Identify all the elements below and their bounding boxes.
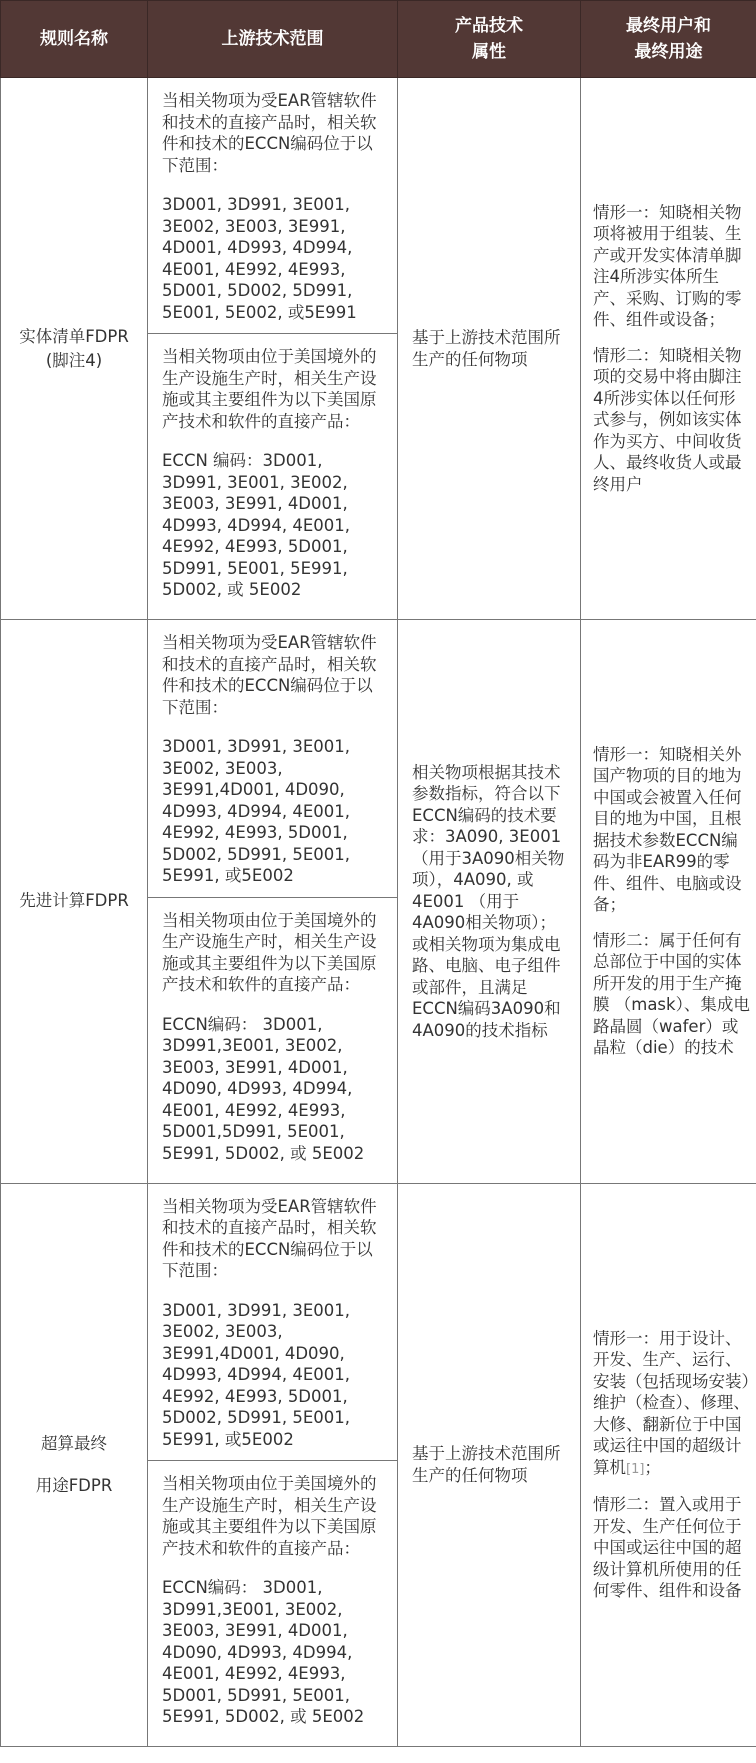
end-use-scenario: 情形一：知晓相关物项将被用于组装、生产或开发实体清单脚注4所涉实体所生产、采购、订购的零件、组件或设备； bbox=[593, 202, 742, 330]
upstream-intro: 当相关物项由位于美国境外的生产设施生产时，相关生产设施或其主要组件为以下美国原产技术和软件的直接产品： bbox=[162, 1474, 377, 1558]
header-text: 规则名称 bbox=[40, 29, 108, 49]
upstream-scope-cell bbox=[148, 334, 398, 620]
header-text: 最终用户和 bbox=[626, 16, 711, 36]
end-use-cell bbox=[581, 78, 756, 620]
upstream-intro: 当相关物项为受EAR管辖软件和技术的直接产品时，相关软件和技术的ECCN编码位于以下范围： bbox=[162, 91, 377, 175]
rule-name: 实体清单FDPR bbox=[19, 326, 129, 346]
product-attribute: 相关物项根据其技术参数指标，符合以下ECCN编码的技术要求：3A090, 3E001 （用于3A090相关物项），4A090, 或4E001 （用于 4A090相关物项）； 或相关物项为集成电路、电脑、电子组件或部件，且满足ECCN编码3A090和4A090的技术指标 bbox=[412, 762, 565, 1040]
eccn-code-list: ECCN编码： 3D001, 3D991,3E001, 3E002, 3E003, 3E991, 4D001, 4D090, 4D993, 4D994, 4E001, 4E992, 4E993, 5D001,5D991, 5E001, 5E991, 5D002, 或 5E002 bbox=[162, 1014, 365, 1163]
end-use-scenario: 情形二：属于任何有总部位于中国的实体所开发的用于生产掩膜 （mask）、集成电路晶圆（wafer）或晶粒（die）的技术 bbox=[593, 930, 750, 1058]
rule-name: 用途FDPR bbox=[35, 1475, 113, 1495]
header-product-attribute bbox=[398, 1, 581, 78]
eccn-code-list: 3D001, 3D991, 3E001, 3E002, 3E003, 3E991,4D001, 4D090, 4D993, 4D994, 4E001, 4E992, 4E993, 5D001, 5D002, 5D991, 5E001, 5E991, 或5E002 bbox=[162, 737, 351, 885]
punctuation: ； bbox=[644, 1457, 661, 1477]
end-use-scenario: 情形二：知晓相关物项的交易中将由脚注4所涉实体以任何形式参与，例如该实体作为买方、中间收货人、最终收货人或最终用户 bbox=[593, 345, 742, 494]
end-use-cell bbox=[581, 1183, 756, 1747]
product-attribute-cell bbox=[398, 620, 581, 1184]
table-row bbox=[1, 620, 756, 898]
product-attribute-cell bbox=[398, 1183, 581, 1747]
end-use-text: 情形一：用于设计、开发、生产、运行、安装（包括现场安装）维护（检查）、修理、大修、翻新位于中国或运往中国的超级计算机 bbox=[593, 1328, 750, 1477]
rule-name-note: (脚注4) bbox=[45, 350, 103, 370]
rule-name: 超算最终 bbox=[41, 1433, 107, 1453]
product-attribute: 基于上游技术范围所生产的任何物项 bbox=[412, 328, 561, 369]
header-rule-name bbox=[1, 1, 148, 78]
eccn-code-list: 3D001, 3D991, 3E001, 3E002, 3E003, 3E991,4D001, 4D090, 4D993, 4D994, 4E001, 4E992, 4E993, 5D001, 5D002, 5D991, 5E001, 5E991, 或5E002 bbox=[162, 1300, 351, 1449]
table-row bbox=[1, 1183, 756, 1461]
eccn-code-list: ECCN 编码：3D001, 3D991, 3E001, 3E002, 3E003, 3E991, 4D001, 4D993, 4D994, 4E001, 4E992, 4E993, 5D001, 5D991, 5E001, 5E991, 5D002, 或 5E002 bbox=[162, 451, 351, 599]
upstream-intro: 当相关物项为受EAR管辖软件和技术的直接产品时，相关软件和技术的ECCN编码位于以下范围： bbox=[162, 633, 377, 717]
upstream-scope-cell bbox=[148, 1183, 398, 1461]
upstream-intro: 当相关物项为受EAR管辖软件和技术的直接产品时，相关软件和技术的ECCN编码位于以下范围： bbox=[162, 1196, 377, 1280]
eccn-code-list: 3D001, 3D991, 3E001, 3E002, 3E003, 3E991, 4D001, 4D993, 4D994, 4E001, 4E992, 4E993, 5D001, 5D002, 5D991, 5E001, 5E002, 或5E991 bbox=[162, 195, 357, 322]
rule-name-cell bbox=[1, 620, 148, 1184]
rule-name-cell bbox=[1, 78, 148, 620]
upstream-scope-cell bbox=[148, 620, 398, 898]
header-text: 产品技术 bbox=[455, 16, 523, 36]
product-attribute-cell bbox=[398, 78, 581, 620]
rule-name-cell bbox=[1, 1183, 148, 1747]
end-use-cell bbox=[581, 620, 756, 1184]
upstream-scope-cell bbox=[148, 78, 398, 334]
upstream-intro: 当相关物项由位于美国境外的生产设施生产时，相关生产设施或其主要组件为以下美国原产技术和软件的直接产品： bbox=[162, 347, 377, 431]
header-text: 最终用途 bbox=[634, 42, 703, 62]
eccn-code-list: ECCN编码： 3D001, 3D991,3E001, 3E002, 3E003, 3E991, 4D001, 4D090, 4D993, 4D994, 4E001, 4E992, 4E993, 5D001, 5D991, 5E001, 5E991, 5D002, 或 5E002 bbox=[162, 1578, 365, 1726]
end-use-scenario bbox=[593, 1328, 750, 1481]
product-attribute: 基于上游技术范围所生产的任何物项 bbox=[412, 1444, 561, 1485]
end-use-scenario: 情形一：知晓相关外国产物项的目的地为中国或会被置入任何目的地为中国，且根据技术参数ECCN编码为非EAR99的零件、组件、电脑或设备； bbox=[593, 744, 742, 915]
upstream-scope-cell bbox=[148, 1461, 398, 1747]
footnote-link[interactable]: [1] bbox=[626, 1461, 645, 1477]
header-row bbox=[1, 1, 756, 78]
header-end-use bbox=[581, 1, 756, 78]
upstream-intro: 当相关物项由位于美国境外的生产设施生产时，相关生产设施或其主要组件为以下美国原产技术和软件的直接产品： bbox=[162, 910, 377, 994]
upstream-scope-cell bbox=[148, 897, 398, 1183]
table-row bbox=[1, 78, 756, 334]
header-upstream-scope bbox=[148, 1, 398, 78]
header-text: 上游技术范围 bbox=[221, 29, 324, 49]
end-use-scenario: 情形二：置入或用于开发、生产任何位于中国或运往中国的超级计算机所使用的任何零件、组件和设备 bbox=[593, 1495, 742, 1601]
header-text: 属性 bbox=[472, 42, 506, 62]
rule-name: 先进计算FDPR bbox=[19, 891, 129, 911]
